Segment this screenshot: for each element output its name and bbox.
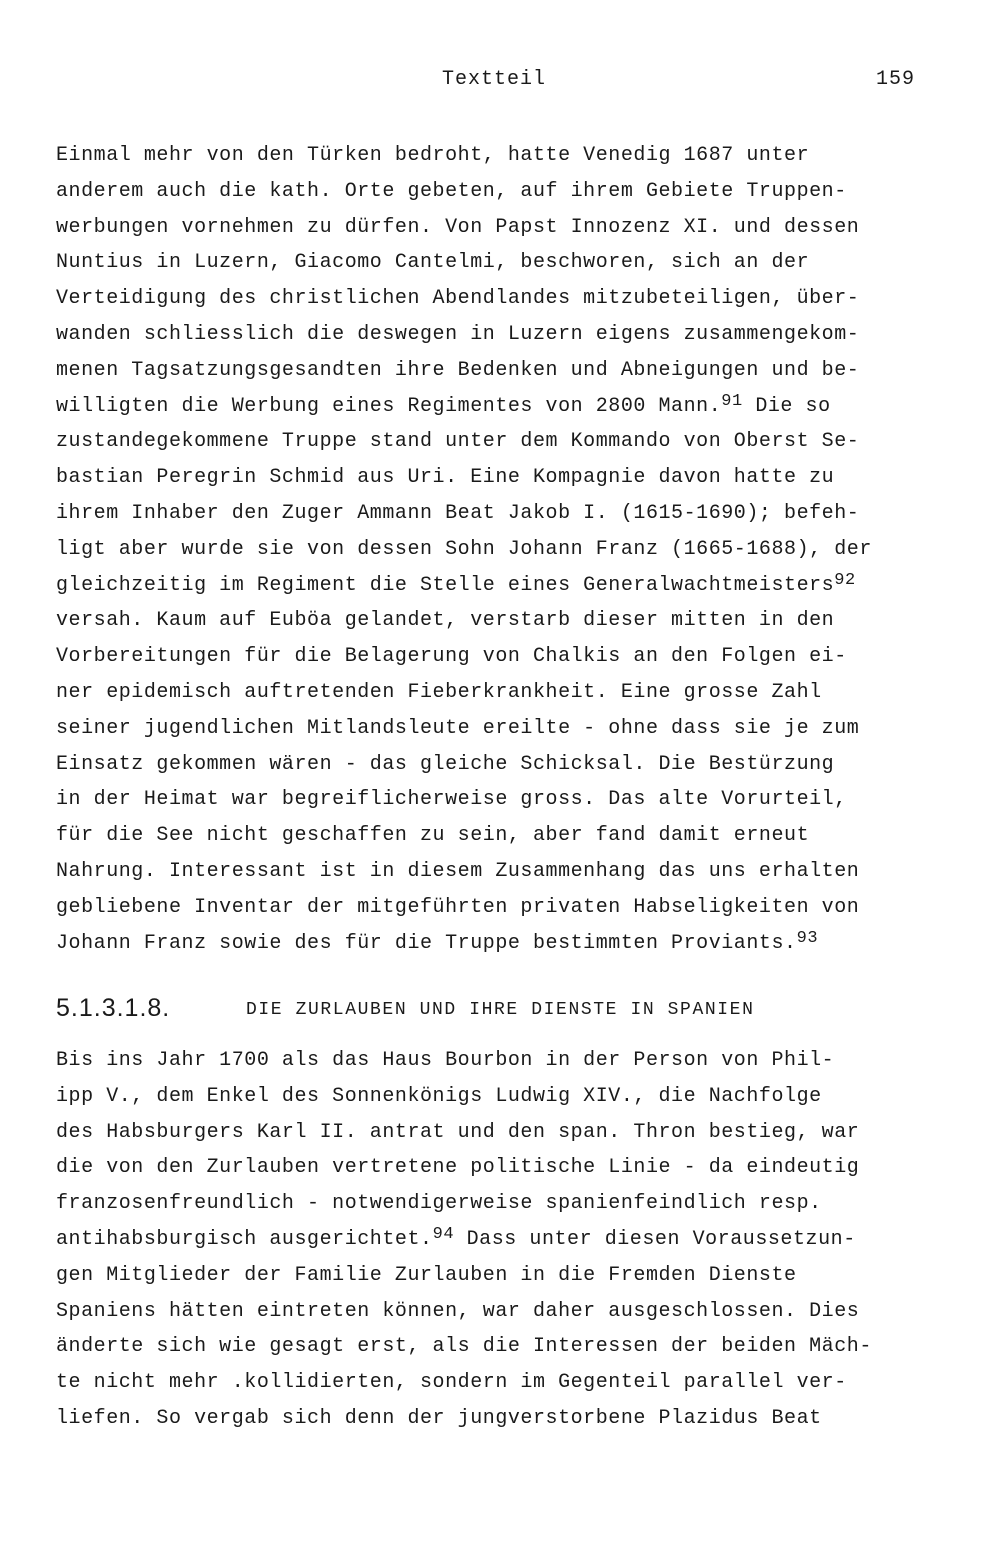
text-line: anderem auch die kath. Orte gebeten, auf ihrem Gebiete Truppen-	[56, 179, 847, 203]
body-paragraph-1	[56, 138, 872, 961]
text-line: Spaniens hätten eintreten können, war daher ausgeschlossen. Dies	[56, 1299, 860, 1323]
text-line: gen Mitglieder der Familie Zurlauben in die Fremden Dienste	[56, 1263, 797, 1287]
text-line: Einsatz gekommen wären - das gleiche Schicksal. Die Bestürzung	[56, 752, 835, 776]
text-line: antihabsburgisch ausgerichtet.$^{94}$ Dass unter diesen Voraussetzun-	[56, 1224, 856, 1251]
text-line: seiner jugendlichen Mitlandsleute ereilte - ohne dass sie je zum	[56, 716, 860, 740]
text-line: gleichzeitig im Regiment die Stelle eines Generalwachtmeisters$^{92}$	[56, 570, 856, 597]
text-line: franzosenfreundlich - notwendigerweise spanienfeindlich resp.	[56, 1192, 822, 1216]
body-paragraph-2	[56, 1043, 872, 1437]
text-line: Einmal mehr von den Türken bedroht, hatte Venedig 1687 unter	[56, 144, 810, 167]
section-number: 5.1.3.1.8.	[56, 994, 171, 1022]
text-line: ligt aber wurde sie von dessen Sohn Johann Franz (1665-1688), der	[56, 537, 872, 561]
footnote-ref: 94	[432, 1224, 455, 1244]
text-line: änderte sich wie gesagt erst, als die Interessen der beiden Mäch-	[56, 1335, 872, 1359]
text-line: werbungen vornehmen zu dürfen. Von Papst Innozenz XI. und dessen	[56, 215, 860, 239]
running-header: Textteil	[442, 68, 547, 91]
text-line: Vorbereitungen für die Belagerung von Chalkis an den Folgen ei-	[56, 645, 847, 669]
text-line: des Habsburgers Karl II. antrat und den span. Thron bestieg, war	[56, 1120, 860, 1144]
text-line: für die See nicht geschaffen zu sein, aber fand damit erneut	[56, 824, 810, 848]
text-line: willigten die Werbung eines Regimentes von 2800 Mann.$^{91}$ Die so	[56, 391, 831, 418]
text-line: te nicht mehr .kollidierten, sondern im Gegenteil parallel ver-	[56, 1371, 847, 1395]
text-line: ipp V., dem Enkel des Sonnenkönigs Ludwig XIV., die Nachfolge	[56, 1084, 822, 1108]
text-line: gebliebene Inventar der mitgeführten privaten Habseligkeiten von	[56, 895, 860, 919]
footnote-ref: 93	[796, 928, 819, 948]
text-line: ihrem Inhaber den Zuger Ammann Beat Jakob I. (1615-1690); befeh-	[56, 501, 860, 525]
text-line: ner epidemisch auftretenden Fieberkrankheit. Eine grosse Zahl	[56, 680, 822, 704]
text-line: liefen. So vergab sich denn der jungverstorbene Plazidus Beat	[56, 1406, 822, 1430]
text-line: Verteidigung des christlichen Abendlandes mitzubeteiligen, über-	[56, 287, 860, 311]
text-line: Johann Franz sowie des für die Truppe bestimmten Proviants.$^{93}$	[56, 928, 819, 955]
text-line: Nahrung. Interessant ist in diesem Zusammenhang das uns erhalten	[56, 859, 860, 883]
text-line: die von den Zurlauben vertretene politische Linie - da eindeutig	[56, 1156, 860, 1180]
footnote-ref: 92	[834, 570, 856, 590]
text-line: Bis ins Jahr 1700 als das Haus Bourbon in der Person von Phil-	[56, 1049, 835, 1072]
text-line: wanden schliesslich die deswegen in Luzern eigens zusammengekom-	[56, 322, 860, 346]
text-line: Nuntius in Luzern, Giacomo Cantelmi, beschworen, sich an der	[56, 251, 810, 275]
text-line: in der Heimat war begreiflicherweise gross. Das alte Vorurteil,	[56, 788, 847, 812]
text-line: bastian Peregrin Schmid aus Uri. Eine Kompagnie davon hatte zu	[56, 466, 835, 490]
text-line: versah. Kaum auf Euböa gelandet, verstarb dieser mitten in den	[56, 609, 835, 633]
text-line: menen Tagsatzungsgesandten ihre Bedenken und Abneigungen und be-	[56, 358, 860, 382]
text-line: zustandegekommene Truppe stand unter dem Kommando von Oberst Se-	[56, 430, 860, 454]
footnote-ref: 91	[721, 391, 743, 411]
section-title: DIE ZURLAUBEN UND IHRE DIENSTE IN SPANIEN	[246, 1000, 755, 1020]
page-number: 159	[876, 68, 916, 91]
